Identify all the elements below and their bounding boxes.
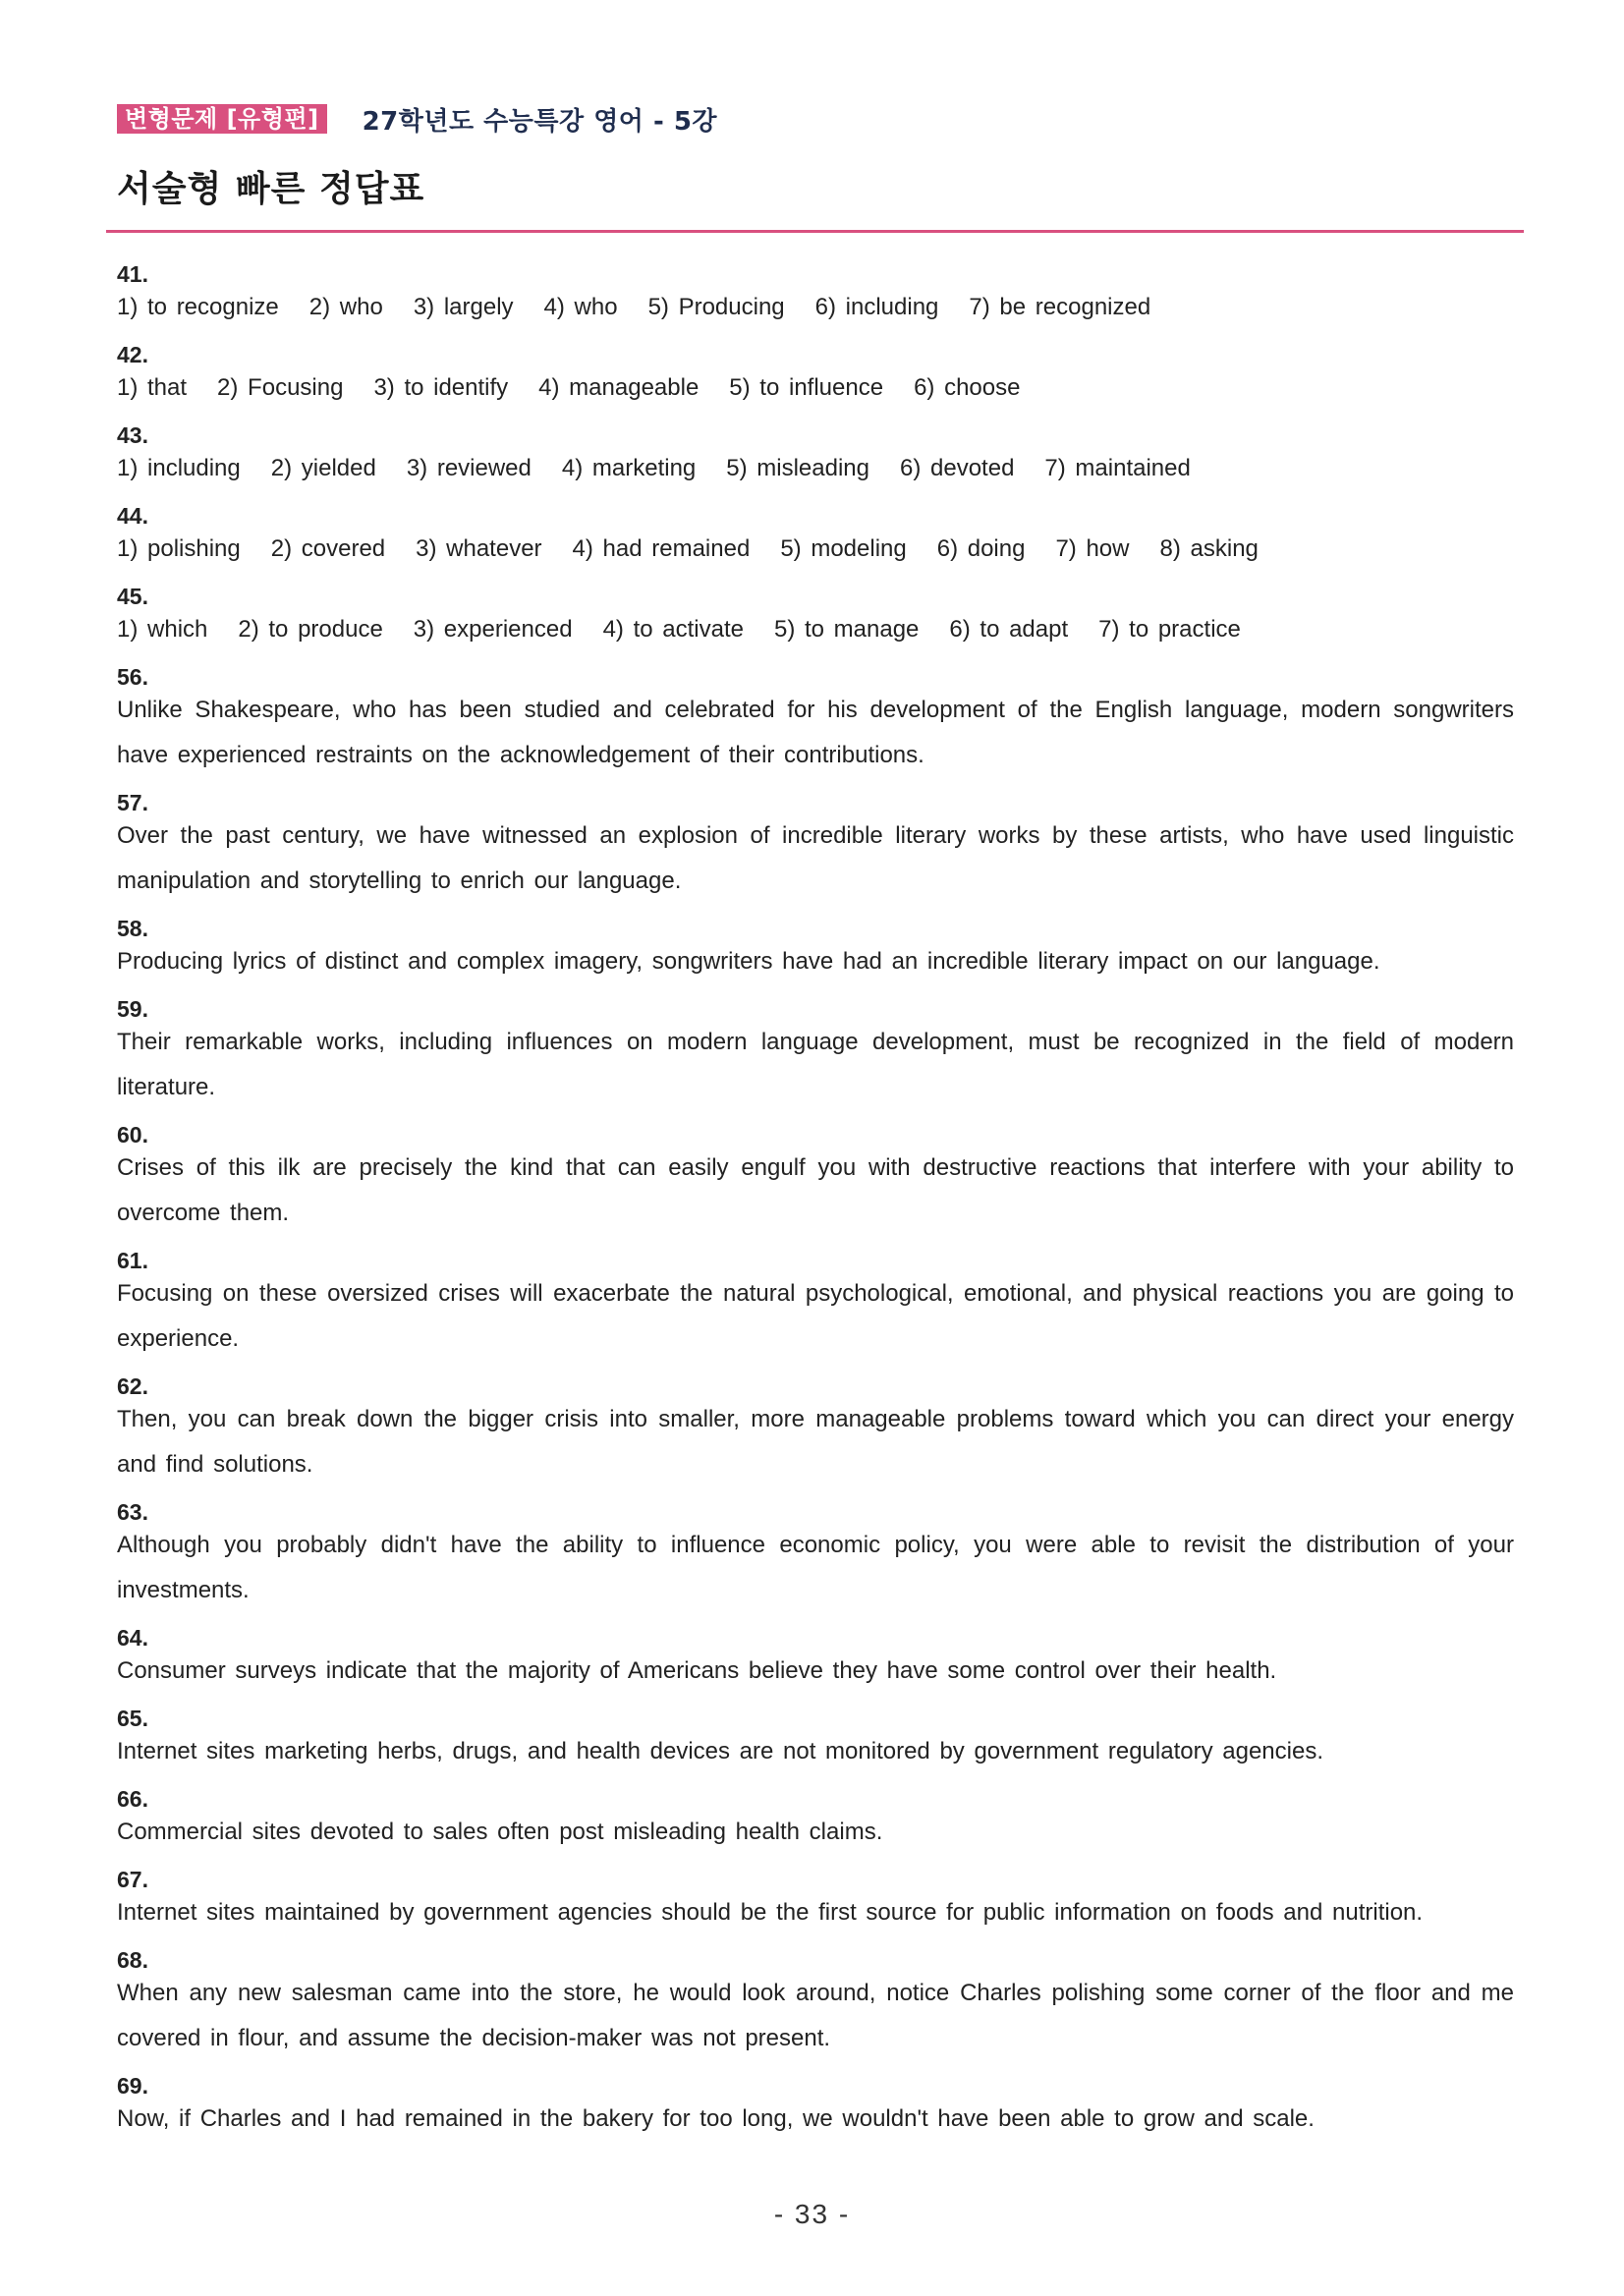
- answer-item: 5) misleading: [726, 455, 869, 481]
- answer-item: 5) to influence: [729, 374, 884, 401]
- question-number: 44.: [117, 503, 148, 529]
- sentence-item: [117, 1118, 1514, 1236]
- answer-content: [117, 257, 1514, 2150]
- answer-row: [117, 291, 1514, 324]
- answer-set: [117, 338, 1514, 405]
- answer-item: 2) to produce: [238, 616, 383, 643]
- sentence-item: [117, 1244, 1514, 1362]
- answer-item: 6) to adapt: [949, 616, 1069, 643]
- answer-sentence: Their remarkable works, including influences on modern language development, must be recognized in the field of modern literature.: [117, 1029, 1514, 1100]
- answer-sentence: Over the past century, we have witnessed an explosion of incredible literary works by these artists, who have used linguistic manipulation and storytelling to enrich our language.: [117, 822, 1514, 894]
- header: [117, 102, 717, 136]
- sentence-item: [117, 1782, 1514, 1855]
- answer-item: 6) devoted: [900, 455, 1015, 481]
- answer-item: 1) which: [117, 616, 208, 643]
- answer-row: [117, 613, 1514, 646]
- answer-item: 3) whatever: [416, 535, 542, 562]
- answer-sentence: When any new salesman came into the store, he would look around, notice Charles polishing some corner of the floor and me covered in flour, and assume the decision-maker was not present.: [117, 1980, 1514, 2051]
- answer-item: 4) marketing: [561, 455, 697, 481]
- answer-sentence: Then, you can break down the bigger crisis into smaller, more manageable problems toward which you can direct your energy and find solutions.: [117, 1406, 1514, 1478]
- question-number: 66.: [117, 1786, 148, 1812]
- answer-sentence: Unlike Shakespeare, who has been studied and celebrated for his development of the English language, modern songwriters have experienced restraints on the acknowledgement of their contributions.: [117, 697, 1514, 768]
- answer-row: [117, 371, 1514, 405]
- title-divider: [106, 230, 1524, 233]
- answer-item: 8) asking: [1159, 535, 1259, 562]
- question-number: 60.: [117, 1122, 148, 1148]
- sentence-item: [117, 1943, 1514, 2061]
- question-number: 56.: [117, 664, 148, 690]
- answer-sentence: Internet sites marketing herbs, drugs, and health devices are not monitored by government regulatory agencies.: [117, 1738, 1323, 1764]
- sentence-answers: [117, 660, 1514, 2142]
- question-number: 64.: [117, 1625, 148, 1651]
- question-number: 41.: [117, 261, 148, 287]
- answer-item: 4) manageable: [538, 374, 700, 401]
- answer-item: 4) to activate: [602, 616, 744, 643]
- question-number: 42.: [117, 342, 148, 367]
- answer-item: 5) Producing: [647, 294, 785, 320]
- question-number: 67.: [117, 1867, 148, 1892]
- answer-item: 6) doing: [936, 535, 1026, 562]
- answer-item: 4) had remained: [572, 535, 751, 562]
- sentence-item: [117, 1495, 1514, 1613]
- sentence-item: [117, 1863, 1514, 1935]
- answer-set: [117, 419, 1514, 485]
- answer-item: 3) reviewed: [406, 455, 532, 481]
- answer-item: 1) that: [117, 374, 188, 401]
- sentence-item: [117, 660, 1514, 778]
- sentence-item: [117, 786, 1514, 904]
- question-number: 68.: [117, 1947, 148, 1973]
- sentence-item: [117, 1621, 1514, 1694]
- sentence-item: [117, 992, 1514, 1110]
- answer-item: 7) to practice: [1098, 616, 1241, 643]
- answer-sentence: Although you probably didn't have the ability to influence economic policy, you were able to revisit the distribution of your investments.: [117, 1532, 1514, 1603]
- answer-row: [117, 532, 1514, 566]
- page-title: 서술형 빠른 정답표: [117, 169, 425, 209]
- answer-sentence: Focusing on these oversized crises will exacerbate the natural psychological, emotional, and physical reactions you are going to experience.: [117, 1280, 1514, 1352]
- answer-item: 5) modeling: [780, 535, 907, 562]
- question-number: 65.: [117, 1706, 148, 1731]
- category-badge: 변형문제 [유형편]: [117, 104, 327, 134]
- answer-row: [117, 452, 1514, 485]
- sentence-item: [117, 912, 1514, 984]
- question-number: 45.: [117, 584, 148, 609]
- question-number: 58.: [117, 916, 148, 941]
- answer-item: 2) yielded: [270, 455, 376, 481]
- answer-item: 2) covered: [270, 535, 386, 562]
- question-number: 57.: [117, 790, 148, 815]
- answer-item: 4) who: [543, 294, 618, 320]
- question-number: 62.: [117, 1373, 148, 1399]
- document-subtitle: 27학년도 수능특강 영어 - 5강: [362, 106, 718, 137]
- answer-item: 5) to manage: [773, 616, 920, 643]
- answer-set: [117, 257, 1514, 324]
- sentence-item: [117, 1370, 1514, 1487]
- answer-sets: [117, 257, 1514, 646]
- answer-item: 2) who: [308, 294, 383, 320]
- answer-item: 7) be recognized: [969, 294, 1151, 320]
- answer-sentence: Producing lyrics of distinct and complex imagery, songwriters have had an incredible literary impact on our language.: [117, 948, 1380, 975]
- answer-item: 6) choose: [914, 374, 1021, 401]
- page-number: - 33 -: [773, 2199, 851, 2229]
- answer-item: 1) polishing: [117, 535, 241, 562]
- answer-sentence: Commercial sites devoted to sales often post misleading health claims.: [117, 1819, 883, 1845]
- answer-item: 1) to recognize: [117, 294, 279, 320]
- question-number: 69.: [117, 2073, 148, 2099]
- question-number: 59.: [117, 996, 148, 1022]
- answer-item: 6) including: [814, 294, 939, 320]
- answer-sentence: Internet sites maintained by government agencies should be the first source for public information on foods and nutrition.: [117, 1899, 1424, 1926]
- answer-set: [117, 580, 1514, 646]
- answer-set: [117, 499, 1514, 566]
- answer-item: 3) to identify: [373, 374, 509, 401]
- sentence-item: [117, 2069, 1514, 2142]
- sentence-item: [117, 1702, 1514, 1774]
- question-number: 63.: [117, 1499, 148, 1525]
- answer-item: 2) Focusing: [217, 374, 344, 401]
- question-number: 61.: [117, 1248, 148, 1273]
- answer-item: 7) how: [1055, 535, 1130, 562]
- answer-item: 3) largely: [413, 294, 514, 320]
- answer-sentence: Crises of this ilk are precisely the kind that can easily engulf you with destructive reactions that interfere with your ability to overcome them.: [117, 1154, 1514, 1226]
- answer-sentence: Consumer surveys indicate that the majority of Americans believe they have some control over their health.: [117, 1657, 1277, 1684]
- answer-item: 1) including: [117, 455, 241, 481]
- answer-item: 7) maintained: [1044, 455, 1191, 481]
- answer-item: 3) experienced: [413, 616, 573, 643]
- answer-sentence: Now, if Charles and I had remained in the bakery for too long, we wouldn't have been able to grow and scale.: [117, 2105, 1315, 2132]
- question-number: 43.: [117, 422, 148, 448]
